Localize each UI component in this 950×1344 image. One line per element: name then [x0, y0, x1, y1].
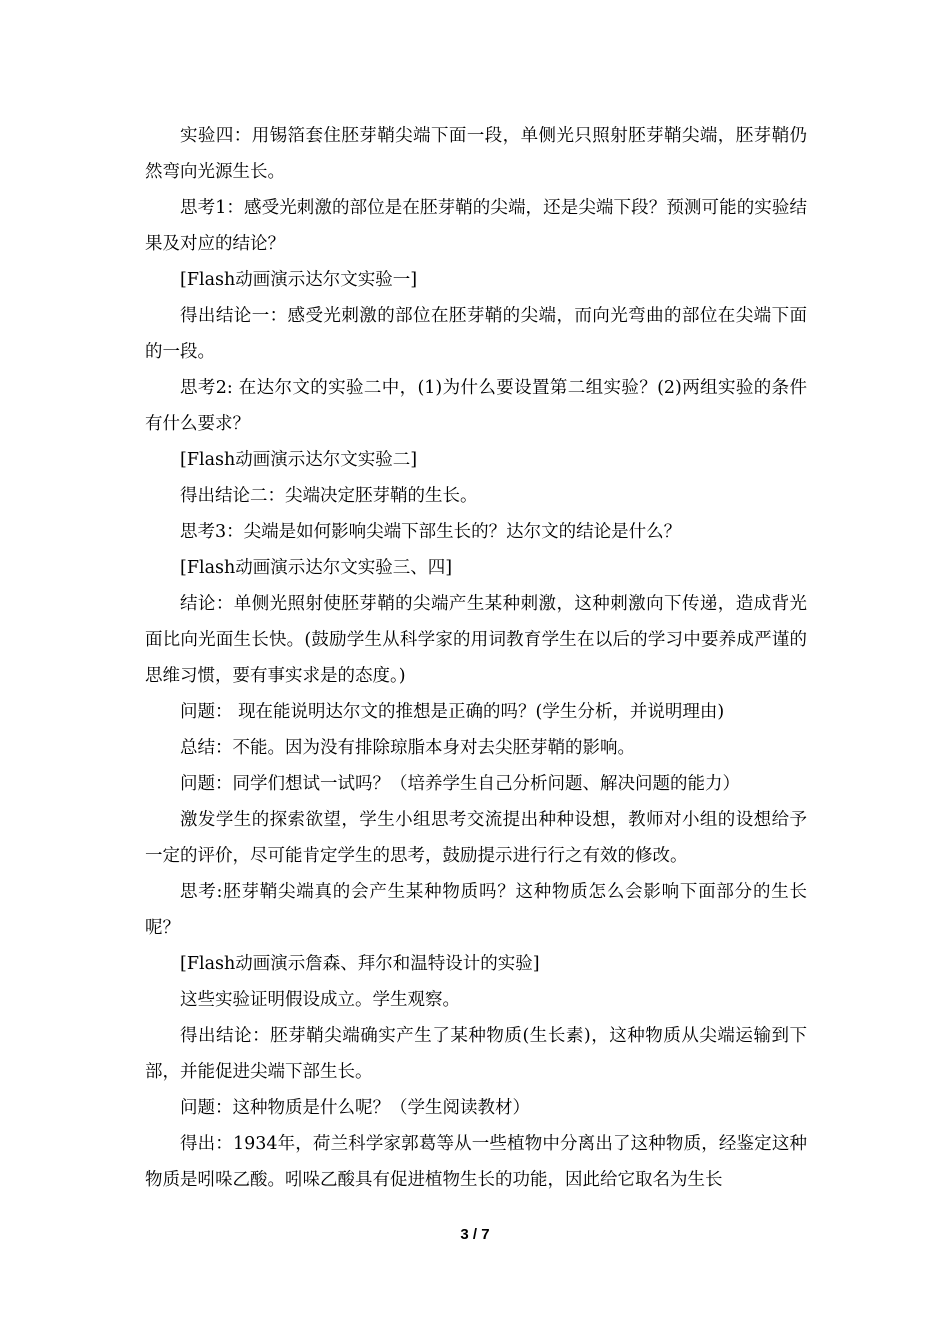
- paragraph: 得出结论一：感受光刺激的部位在胚芽鞘的尖端，而向光弯曲的部位在尖端下面的一段。: [145, 306, 807, 362]
- paragraph: 得出结论：胚芽鞘尖端确实产生了某种物质(生长素)，这种物质从尖端运输到下部，并能促进尖端下部生长。: [145, 1026, 807, 1082]
- paragraph: 实验四：用锡箔套住胚芽鞘尖端下面一段，单侧光只照射胚芽鞘尖端，胚芽鞘仍然弯向光源生长。: [145, 126, 807, 182]
- paragraph: [Flash动画演示达尔文实验二]: [180, 450, 418, 470]
- paragraph: 得出结论二：尖端决定胚芽鞘的生长。: [180, 486, 478, 506]
- paragraph: 思考:胚芽鞘尖端真的会产生某种物质吗？这种物质怎么会影响下面部分的生长呢？: [145, 882, 807, 938]
- paragraph: 总结：不能。因为没有排除琼脂本身对去尖胚芽鞘的影响。: [180, 738, 635, 758]
- paragraph: 问题： 现在能说明达尔文的推想是正确的吗？(学生分析，并说明理由): [180, 702, 725, 722]
- paragraph: 问题：这种物质是什么呢？（学生阅读教材）: [180, 1098, 530, 1118]
- paragraph: 思考3：尖端是如何影响尖端下部生长的？达尔文的结论是什么？: [180, 522, 682, 542]
- paragraph: 思考2: 在达尔文的实验二中，(1)为什么要设置第二组实验？(2)两组实验的条件有什么要求？: [145, 378, 807, 434]
- paragraph: [Flash动画演示达尔文实验一]: [180, 270, 418, 290]
- document-body: [145, 118, 807, 1198]
- paragraph: 结论：单侧光照射使胚芽鞘的尖端产生某种刺激，这种刺激向下传递，造成背光面比向光面生长快。(鼓励学生从科学家的用词教育学生在以后的学习中要养成严谨的思维习惯，要有事实求是的态度。): [145, 594, 807, 686]
- page-number: 3 / 7: [460, 1226, 490, 1243]
- paragraph: [Flash动画演示詹森、拜尔和温特设计的实验]: [180, 954, 540, 974]
- paragraph: 思考1：感受光刺激的部位是在胚芽鞘的尖端，还是尖端下段？预测可能的实验结果及对应的结论？: [145, 198, 807, 254]
- paragraph: 得出：1934年，荷兰科学家郭葛等从一些植物中分离出了这种物质，经鉴定这种物质是吲哚乙酸。吲哚乙酸具有促进植物生长的功能，因此给它取名为生长: [145, 1134, 807, 1190]
- paragraph: [Flash动画演示达尔文实验三、四]: [180, 558, 453, 578]
- paragraph: 问题：同学们想试一试吗？（培养学生自己分析问题、解决问题的能力）: [180, 774, 740, 794]
- paragraph: 激发学生的探索欲望，学生小组思考交流提出种种设想，教师对小组的设想给予一定的评价，尽可能肯定学生的思考，鼓励提示进行行之有效的修改。: [145, 810, 807, 866]
- paragraph: 这些实验证明假设成立。学生观察。: [180, 990, 460, 1010]
